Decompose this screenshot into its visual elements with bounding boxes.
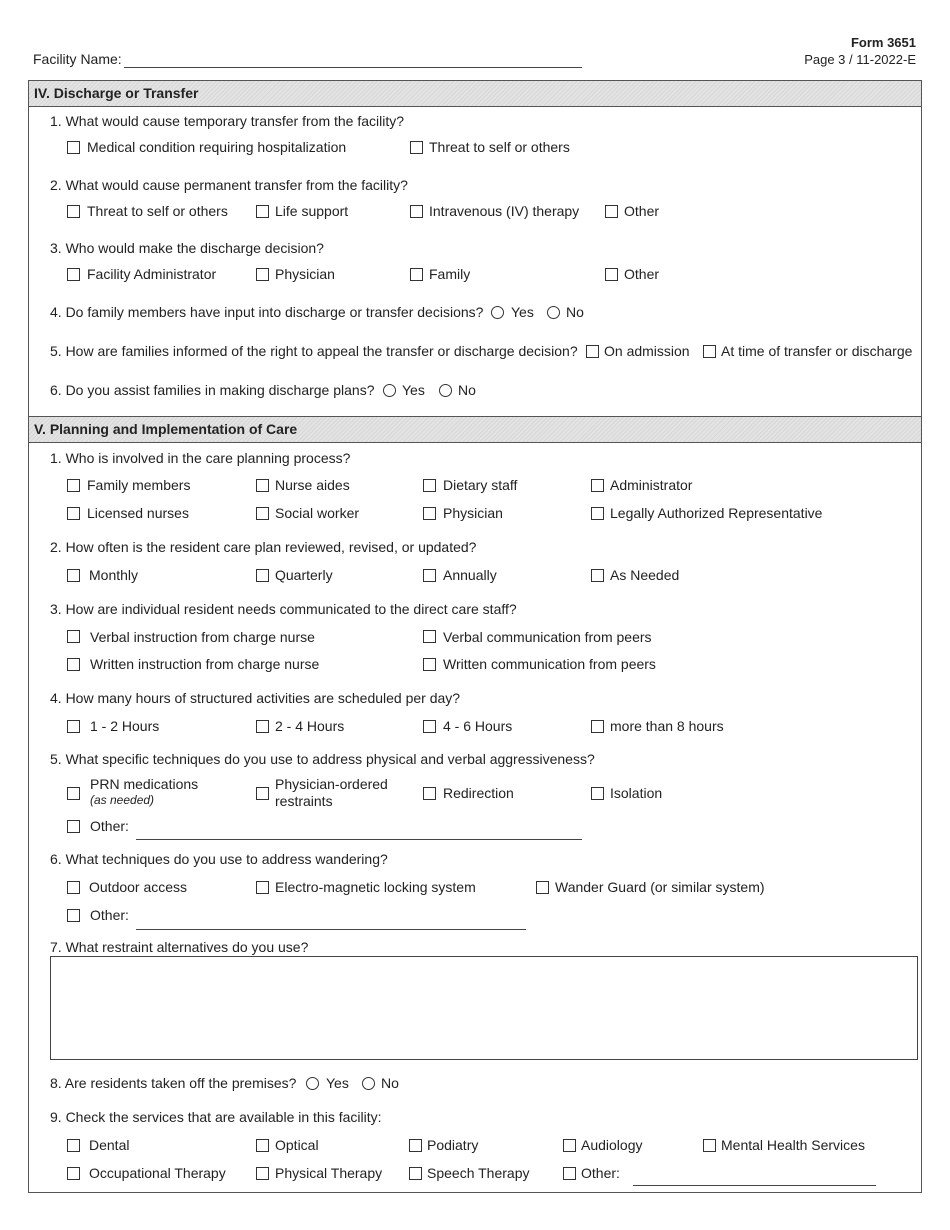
s5-q5-other-input[interactable] [136, 839, 582, 840]
s4-q3-checkbox-1[interactable] [67, 268, 80, 281]
s5-q6-checkbox-1[interactable] [67, 881, 80, 894]
s5-q3-label-1: Verbal instruction from charge nurse [90, 629, 315, 645]
s5-q1-label-8: Legally Authorized Representative [610, 505, 823, 521]
s5-q3-checkbox-3[interactable] [67, 658, 80, 671]
s5-q1-label-4: Administrator [610, 477, 693, 493]
s5-q2-label-1: Monthly [89, 567, 139, 583]
s5-q6-checkbox-2[interactable] [256, 881, 269, 894]
s5-q1-text: 1. Who is involved in the care planning process? [50, 450, 351, 466]
s4-q2-checkbox-1[interactable] [67, 205, 80, 218]
s5-q1-checkbox-5[interactable] [67, 507, 80, 520]
s4-q3-label-2: Physician [275, 266, 335, 282]
s5-q8-yes-label: Yes [326, 1075, 349, 1091]
s4-q2-checkbox-3[interactable] [410, 205, 423, 218]
s4-q3-checkbox-2[interactable] [256, 268, 269, 281]
s4-q1-label-2: Threat to self or others [429, 139, 570, 155]
s5-q9-other-label: Other: [581, 1165, 620, 1181]
s4-q2-checkbox-2[interactable] [256, 205, 269, 218]
s4-q6-yes-label: Yes [402, 382, 425, 398]
s4-q6-text: 6. Do you assist families in making discharge plans? [50, 382, 375, 398]
s4-q6-no-radio[interactable] [439, 384, 452, 397]
s5-q2-label-2: Quarterly [275, 567, 333, 583]
s5-q5-redirection-checkbox[interactable] [423, 787, 436, 800]
s5-q6-checkbox-3[interactable] [536, 881, 549, 894]
s5-q4-text: 4. How many hours of structured activities are scheduled per day? [50, 690, 461, 706]
s5-q9-text: 9. Check the services that are available in this facility: [50, 1109, 382, 1125]
s5-q9-checkbox-5[interactable] [703, 1139, 716, 1152]
s5-q4-label-4: more than 8 hours [610, 718, 724, 734]
s5-q9-label-1: Dental [89, 1137, 130, 1153]
s4-q4-yes-radio[interactable] [491, 306, 504, 319]
s4-q1-text: 1. What would cause temporary transfer from the facility? [50, 113, 405, 129]
s5-q9-other-checkbox[interactable] [563, 1167, 576, 1180]
s5-q9-checkbox-3[interactable] [409, 1139, 422, 1152]
s5-q2-text: 2. How often is the resident care plan reviewed, revised, or updated? [50, 539, 477, 555]
s5-q1-label-3: Dietary staff [443, 477, 518, 493]
s4-q4-no-radio[interactable] [547, 306, 560, 319]
s5-q5-prn-label: PRN medications [90, 776, 199, 792]
s4-q6-yes-radio[interactable] [383, 384, 396, 397]
s4-q4-no-label: No [566, 304, 584, 320]
s5-q9-label-3: Podiatry [427, 1137, 479, 1153]
s5-q9-checkbox-8[interactable] [409, 1167, 422, 1180]
s5-q1-label-2: Nurse aides [275, 477, 350, 493]
s5-q5-other-checkbox[interactable] [67, 820, 80, 833]
s5-q4-checkbox-3[interactable] [423, 720, 436, 733]
s5-q5-other-label: Other: [90, 818, 129, 834]
s5-q1-label-1: Family members [87, 477, 191, 493]
s5-q1-checkbox-4[interactable] [591, 479, 604, 492]
s5-q3-label-2: Verbal communication from peers [443, 629, 652, 645]
s5-q9-label-2: Optical [275, 1137, 319, 1153]
s4-q5-text: 5. How are families informed of the right to appeal the transfer or discharge decision? [50, 343, 578, 359]
s4-q3-checkbox-4[interactable] [605, 268, 618, 281]
s5-q2-checkbox-2[interactable] [256, 569, 269, 582]
s5-q9-label-4: Audiology [581, 1137, 643, 1153]
s5-q9-other-input[interactable] [633, 1185, 876, 1186]
s4-q4-text: 4. Do family members have input into discharge or transfer decisions? [50, 304, 484, 320]
s4-q3-label-1: Facility Administrator [87, 266, 217, 282]
s5-q5-isolation-label: Isolation [610, 785, 663, 801]
section-5-header: V. Planning and Implementation of Care [29, 416, 921, 443]
s5-q3-label-3: Written instruction from charge nurse [90, 656, 320, 672]
s4-q1-label-1: Medical condition requiring hospitalization [87, 139, 347, 155]
s5-q9-checkbox-1[interactable] [67, 1139, 80, 1152]
s5-q7-text: 7. What restraint alternatives do you use? [50, 939, 309, 955]
s4-q2-checkbox-4[interactable] [605, 205, 618, 218]
s4-q3-label-3: Family [429, 266, 471, 282]
s5-q3-label-4: Written communication from peers [443, 656, 656, 672]
s5-q6-text: 6. What techniques do you use to address wandering? [50, 851, 388, 867]
s5-q5-prn-checkbox[interactable] [67, 787, 80, 800]
s5-q5-redirection-label: Redirection [443, 785, 514, 801]
section-4-header: IV. Discharge or Transfer [29, 80, 921, 107]
s5-q9-checkbox-4[interactable] [563, 1139, 576, 1152]
s5-q1-checkbox-6[interactable] [256, 507, 269, 520]
s5-q8-no-label: No [381, 1075, 399, 1091]
s5-q6-label-1: Outdoor access [89, 879, 188, 895]
s4-q3-checkbox-3[interactable] [410, 268, 423, 281]
s5-q1-label-7: Physician [443, 505, 503, 521]
s4-q5-checkbox-2[interactable] [703, 345, 716, 358]
s5-q4-label-2: 2 - 4 Hours [275, 718, 345, 734]
s4-q2-text: 2. What would cause permanent transfer from the facility? [50, 177, 408, 193]
s5-q5-restraints-label-2: restraints [275, 793, 333, 809]
page-info: Page 3 / 11-2022-E [804, 52, 916, 67]
s4-q1-checkbox-1[interactable] [67, 141, 80, 154]
form-number: Form 3651 [850, 35, 916, 50]
facility-name-label: Facility Name: [33, 51, 122, 67]
s4-q1-checkbox-2[interactable] [410, 141, 423, 154]
s5-q3-checkbox-1[interactable] [67, 630, 80, 643]
s5-q4-checkbox-4[interactable] [591, 720, 604, 733]
s5-q6-other-label: Other: [90, 907, 129, 923]
s5-q9-checkbox-7[interactable] [256, 1167, 269, 1180]
s5-q6-other-checkbox[interactable] [67, 909, 80, 922]
s5-q4-label-3: 4 - 6 Hours [443, 718, 513, 734]
s4-q5-label-2: At time of transfer or discharge [721, 343, 913, 359]
s5-q5-isolation-checkbox[interactable] [591, 787, 604, 800]
s5-q9-label-7: Physical Therapy [275, 1165, 383, 1181]
s5-q2-checkbox-4[interactable] [591, 569, 604, 582]
s5-q6-label-2: Electro-magnetic locking system [275, 879, 476, 895]
s5-q1-label-5: Licensed nurses [87, 505, 189, 521]
s5-q6-other-input[interactable] [136, 929, 526, 930]
s5-q8-no-radio[interactable] [362, 1077, 375, 1090]
s5-q4-checkbox-2[interactable] [256, 720, 269, 733]
s5-q9-label-8: Speech Therapy [427, 1165, 530, 1181]
s5-q9-label-6: Occupational Therapy [89, 1165, 226, 1181]
s4-q6-no-label: No [458, 382, 476, 398]
s5-q5-restraints-label-1: Physician-ordered [275, 776, 388, 792]
s5-q7-textarea[interactable] [50, 956, 918, 1060]
s5-q4-label-1: 1 - 2 Hours [90, 718, 160, 734]
s4-q2-label-2: Life support [275, 203, 349, 219]
s5-q5-text: 5. What specific techniques do you use to address physical and verbal aggressiveness? [50, 751, 595, 767]
s5-q1-checkbox-2[interactable] [256, 479, 269, 492]
s5-q5-prn-note: (as needed) [90, 793, 155, 807]
s5-q4-checkbox-1[interactable] [67, 720, 80, 733]
s4-q5-label-1: On admission [604, 343, 690, 359]
s5-q2-label-3: Annually [443, 567, 497, 583]
s5-q1-checkbox-1[interactable] [67, 479, 80, 492]
s4-q3-text: 3. Who would make the discharge decision? [50, 240, 324, 256]
s5-q1-checkbox-7[interactable] [423, 507, 436, 520]
s4-q3-label-4: Other [624, 266, 660, 282]
s5-q3-checkbox-2[interactable] [423, 630, 436, 643]
s5-q1-checkbox-3[interactable] [423, 479, 436, 492]
s5-q5-restraints-checkbox[interactable] [256, 787, 269, 800]
s5-q6-label-3: Wander Guard (or similar system) [555, 879, 765, 895]
s5-q9-label-5: Mental Health Services [721, 1137, 865, 1153]
s5-q9-checkbox-6[interactable] [67, 1167, 80, 1180]
s5-q8-yes-radio[interactable] [306, 1077, 319, 1090]
s5-q1-label-6: Social worker [275, 505, 360, 521]
s4-q4-yes-label: Yes [511, 304, 534, 320]
s4-q2-label-3: Intravenous (IV) therapy [429, 203, 580, 219]
s5-q1-checkbox-8[interactable] [591, 507, 604, 520]
s4-q5-checkbox-1[interactable] [586, 345, 599, 358]
s4-q2-label-4: Other [624, 203, 660, 219]
s5-q9-checkbox-2[interactable] [256, 1139, 269, 1152]
s5-q3-text: 3. How are individual resident needs communicated to the direct care staff? [50, 601, 517, 617]
s4-q2-label-1: Threat to self or others [87, 203, 228, 219]
s5-q3-checkbox-4[interactable] [423, 658, 436, 671]
facility-name-input[interactable] [124, 67, 582, 68]
s5-q2-checkbox-3[interactable] [423, 569, 436, 582]
s5-q2-label-4: As Needed [610, 567, 680, 583]
s5-q8-text: 8. Are residents taken off the premises? [50, 1075, 297, 1091]
s5-q2-checkbox-1[interactable] [67, 569, 80, 582]
